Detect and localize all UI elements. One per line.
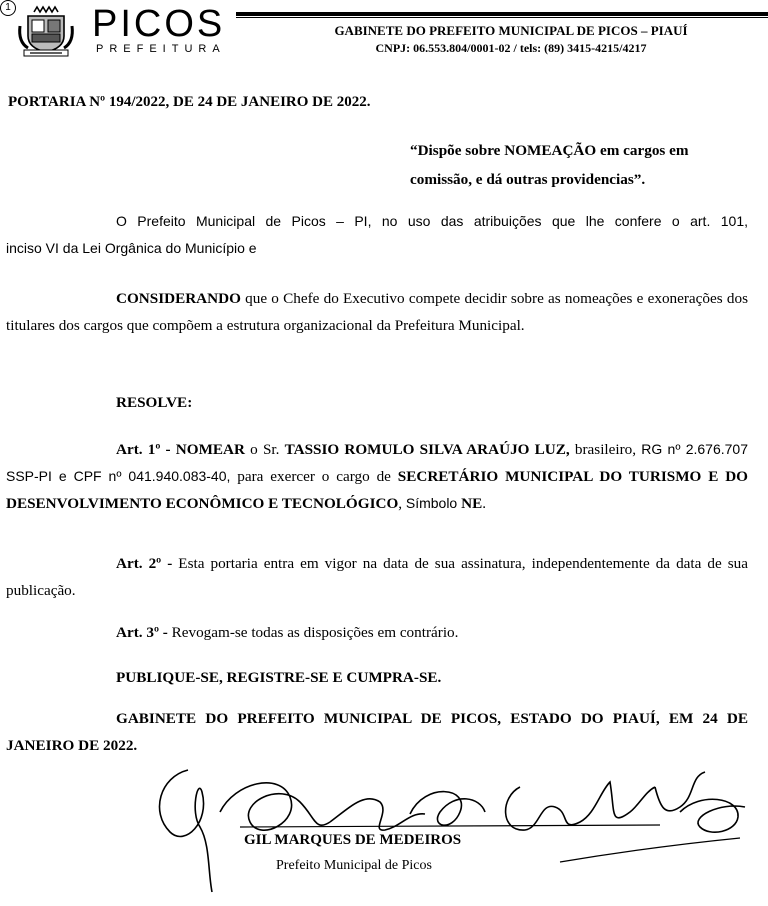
article-3 <box>116 619 458 646</box>
considerando-label: CONSIDERANDO <box>116 290 241 307</box>
art1-text-4: , <box>398 495 406 512</box>
preamble-line-1: O Prefeito Municipal de Picos – PI, no uso das atribuições que lhe confere o art. 101, <box>116 213 748 229</box>
article-1 <box>6 436 748 517</box>
preamble-line-2: inciso VI da Lei Orgânica do Município e <box>6 240 257 256</box>
header-rule-thin <box>236 17 768 18</box>
document-title: PORTARIA Nº 194/2022, DE 24 DE JANEIRO DE 2022. <box>8 94 371 110</box>
art1-text-3: para exercer o cargo de <box>230 468 398 485</box>
letterhead <box>0 0 768 60</box>
ementa <box>410 136 750 194</box>
art2-text: Esta portaria entra em vigor na data de sua assinatura, independentemente da data de sua publicação. <box>6 555 748 599</box>
brand-name: PICOS <box>92 3 226 45</box>
art1-nominee: TASSIO ROMULO SILVA ARAÚJO LUZ, <box>284 441 570 458</box>
art1-position: SECRETÁRIO MUNICIPAL DO TURISMO E DO DESENVOLVIMENTO ECONÔMICO E TECNOLÓGICO <box>6 468 748 512</box>
office-name: GABINETE DO PREFEITO MUNICIPAL DE PICOS – PIAUÍ <box>334 23 688 38</box>
ementa-line-2: comissão, e dá outras providencias”. <box>410 171 646 188</box>
ementa-line-1: “Dispõe sobre NOMEAÇÃO em cargos em <box>410 142 689 159</box>
considerando-paragraph <box>6 285 748 339</box>
publique-line: PUBLIQUE-SE, REGISTRE-SE E CUMPRA-SE. <box>116 669 442 686</box>
municipal-coat-of-arms-icon <box>16 4 76 58</box>
office-contact: CNPJ: 06.553.804/0001-02 / tels: (89) 3415-4215/4217 <box>375 41 647 55</box>
art1-end: . <box>482 495 487 512</box>
brand-subtitle: PREFEITURA <box>96 43 226 55</box>
art1-text-1: o Sr. <box>244 441 285 458</box>
handwritten-signature-icon <box>140 752 750 897</box>
art1-text-2: brasileiro, <box>569 441 642 458</box>
header-rule <box>236 12 768 16</box>
signatory-role: Prefeito Municipal de Picos <box>276 858 432 873</box>
art3-text: Revogam-se todas as disposições em contrário. <box>167 624 459 641</box>
art1-label: Art. 1º - NOMEAR <box>116 441 245 458</box>
resolve-heading: RESOLVE: <box>116 394 193 411</box>
page-number: 1 <box>0 0 16 16</box>
art2-label: Art. 2º - <box>116 555 173 572</box>
art1-symbol: NE <box>461 495 483 512</box>
article-2 <box>6 550 748 604</box>
preamble <box>6 208 748 262</box>
signatory-name: GIL MARQUES DE MEDEIROS <box>244 832 462 848</box>
art1-symbol-label: Símbolo <box>405 495 462 511</box>
considerando-text: que o Chefe do Executivo compete decidir sobre as nomeações e exonerações dos titulares dos cargos que compõem a estrutura organizacional da Prefeitura Municipal. <box>6 290 748 334</box>
art1-documents: RG nº 2.676.707 SSP-PI e CPF nº 041.940.083-40, <box>6 441 748 484</box>
art3-label: Art. 3º - <box>116 624 168 641</box>
closing-paragraph: GABINETE DO PREFEITO MUNICIPAL DE PICOS, ESTADO DO PIAUÍ, EM 24 DE JANEIRO DE 2022. <box>6 710 748 754</box>
